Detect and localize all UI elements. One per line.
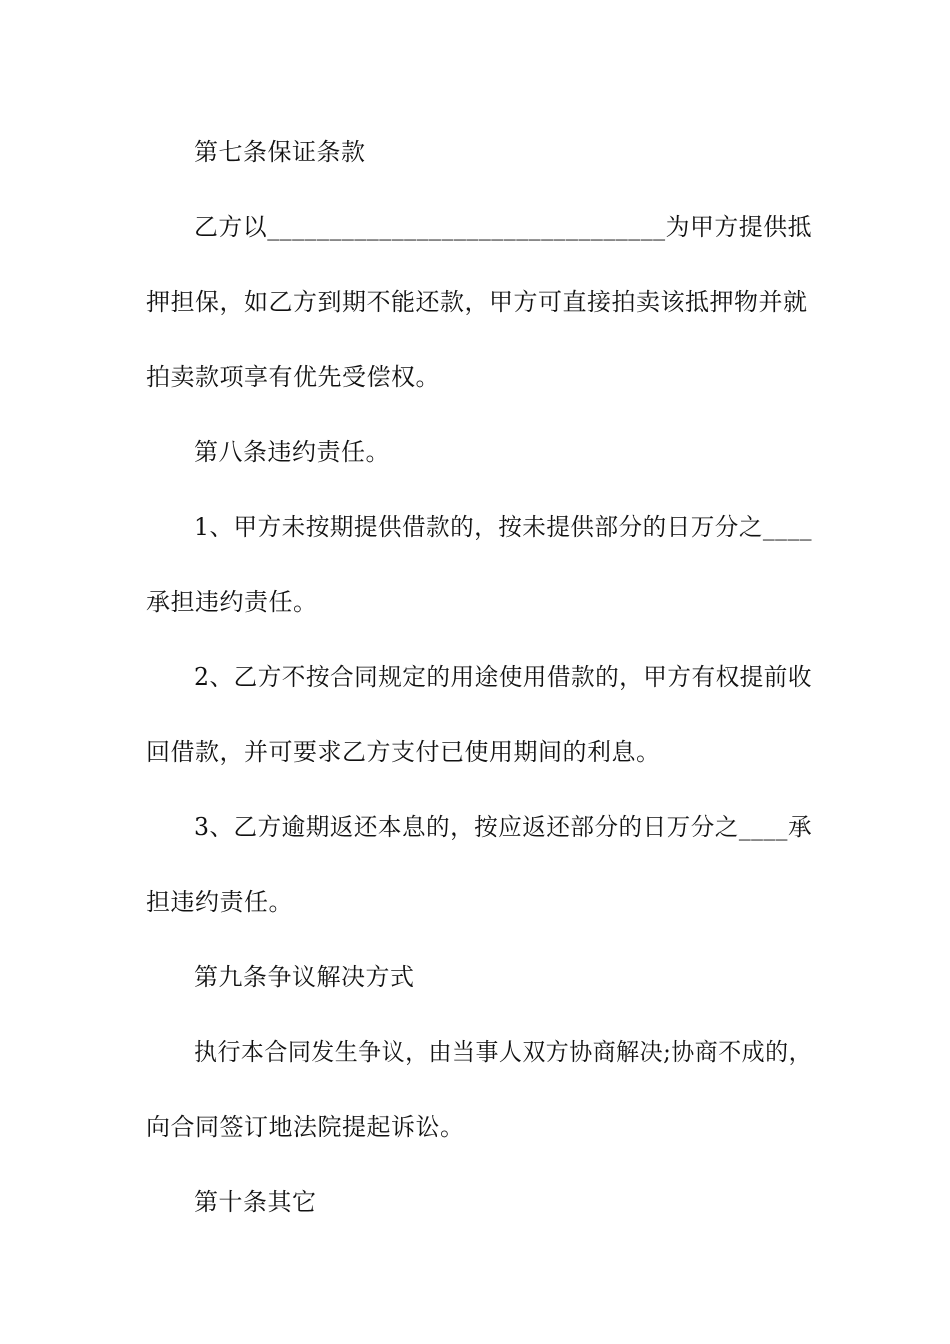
article-9-heading: 第九条争议解决方式 xyxy=(194,963,415,991)
paragraph-line: 担违约责任。 xyxy=(146,888,293,916)
paragraph-line: 承担违约责任。 xyxy=(146,588,318,616)
paragraph-line: 2、乙方不按合同规定的用途使用借款的，甲方有权提前收 xyxy=(194,663,812,691)
paragraph-line: 乙方以________________________________为甲方提供抵 xyxy=(194,213,813,241)
paragraph-line: 1、甲方未按期提供借款的，按未提供部分的日万分之____ xyxy=(194,513,813,541)
article-10-heading: 第十条其它 xyxy=(194,1188,317,1216)
article-7-heading: 第七条保证条款 xyxy=(194,138,366,166)
paragraph-line: 执行本合同发生争议，由当事人双方协商解决;协商不成的， xyxy=(194,1038,813,1066)
paragraph-line: 回借款，并可要求乙方支付已使用期间的利息。 xyxy=(146,738,661,766)
paragraph-line: 押担保，如乙方到期不能还款，甲方可直接拍卖该抵押物并就 xyxy=(146,288,808,316)
paragraph-line: 3、乙方逾期返还本息的，按应返还部分的日万分之____承 xyxy=(194,813,813,841)
paragraph-line: 向合同签订地法院提起诉讼。 xyxy=(146,1113,465,1141)
paragraph-line: 拍卖款项享有优先受偿权。 xyxy=(146,363,440,391)
article-8-heading: 第八条违约责任。 xyxy=(194,438,390,466)
